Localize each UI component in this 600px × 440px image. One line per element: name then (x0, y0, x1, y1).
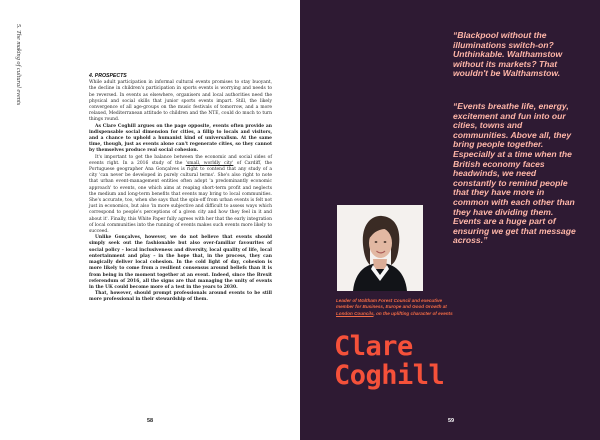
caption-text-b: , on the uplifting character of events (373, 310, 453, 316)
paragraph-3-text-b: of Cardiff, the Portuguese geographer Ana Gonçalves is right to contend that any study of a city 'can never be developed in purely cultural terms'. She's also right to note that urban event-management entities often adopt 'a predominantly economic approach' to events, one which aims at reaping short-term profit and neglects the medium and long-term benefits that events may bring to local communities. She's accurate, too, when she says that the spin-off from urban events is felt not just in economics, but also 'in more subjective and difficult to assess ways which correspond to people's perceptions of a given city and how they feel in it and about it'. Finally, this White Paper fully agrees with her that the early integration of local communities into the running of events makes such events more likely to succeed. (89, 160, 273, 235)
right-page (300, 0, 600, 440)
portrait-caption (336, 298, 456, 317)
paragraph-4-text: Unlike Gonçalves, however, we do not believe that events should simply seek out the fashionable but also over-familiar favourites of social policy – local inclusiveness and diversity, local quality of life, local entertainment and play – in the hope that, in the process, they can magically deliver local cohesion. In the cold light of day, cohesion is more likely to come from a resilient consensus around beliefs than it is from being in the moment together at an event. Indeed, since the Brexit referendum of 2016, all the signs are that managing the unity of events in the UK could become more of a test in the years to 2030. (89, 235, 272, 290)
paragraph-5-text: That, however, should prompt professionals around events to be still more professional in their stewardship of them. (89, 291, 272, 303)
page-number-right: 59 (448, 418, 455, 424)
london-councils-link[interactable]: London Councils (336, 310, 374, 316)
paragraph-3 (89, 155, 272, 236)
pull-quote-1: “Blackpool without the illuminations switch-on? Unthinkable. Walthamstow without its markets? That wouldn't be Walthamstow. (453, 30, 563, 79)
speaker-first-name: Clare (334, 331, 413, 362)
running-head-text: 5. The making of cultural events (15, 24, 22, 106)
section-heading: 4. PROSPECTS (89, 73, 127, 79)
paragraph-5 (89, 291, 272, 303)
portrait-illustration (337, 205, 423, 291)
paragraph-3-text-a: It's important to get the balance between the economic and social sides of events right. In a 2016 study of the (89, 154, 272, 166)
paragraph-1: While adult participation in informal cultural events promises to stay buoyant, the decline in children's participation in sports events is worrying and needs to be reversed. In events as elsewhere, organisers and local authorities need the physical and social skills that junior sports events impart. Still, the likely convergence of all age-groups on the music festivals of tomorrow, and a more relaxed, Mediterranean attitude to children and the NTE, could do much to turn things round. (89, 80, 272, 123)
small-worldly-city-link[interactable]: 'small, worldly city' (185, 160, 234, 166)
paragraph-4 (89, 235, 272, 291)
page-number-left: 58 (147, 418, 154, 424)
portrait-photo (337, 205, 423, 291)
pull-quote-2: “Events breathe life, energy, excitement and fun into our cities, towns and communities. Above all, they bring people together. Especially at a time when the British economy faces headwinds, we need constantly to remind people that they have more in common with each other than they have dividing them. Events are a huge part of ensuring we get that message across.” (453, 101, 576, 246)
speaker-name (334, 332, 444, 390)
speaker-last-name: Coghill (334, 360, 445, 391)
running-head (10, 24, 30, 224)
paragraph-2 (89, 124, 272, 155)
caption-text-a: Leader of Waltham Forest Council and executive member for Business, Europe and Good Growth at (336, 298, 447, 310)
paragraph-2-text: As Clare Coghill argues on the page opposite, events often provide an indispensable social dimension for cities, a fillip to locals and visitors, and a chance to uphold a humanist kind of universalism. At the same time, though, just as events alone can't regenerate cities, so they cannot by themselves produce real social cohesion. (89, 123, 272, 154)
body-text-column (89, 73, 272, 304)
